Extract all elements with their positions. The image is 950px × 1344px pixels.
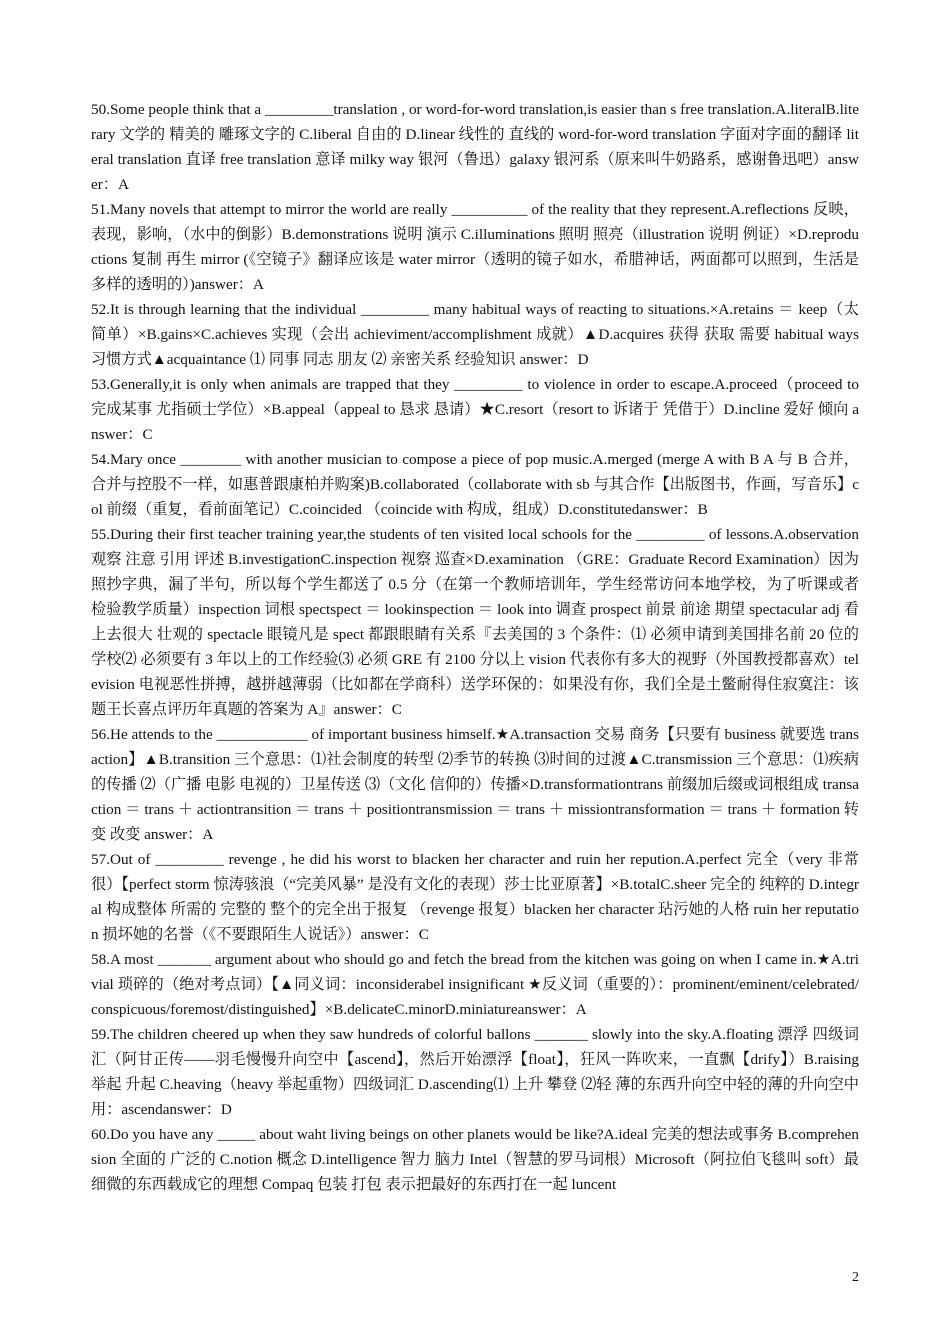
question-55: 55.During their first teacher training year,the students of ten visited local schools for the _________ of lessons.A.observation 观察 注意 引用 评述 B.investigationC.inspection 视察 巡查×D.examination （GRE：Graduate Record Examination）因为照抄字典，漏了半句，所以每个学生都送了 0.5 分（在第一个教师培训年，学生经常访问本地学校，为了听课或者检验教学质量）inspection 词根 spectspect ＝ lookinspection ＝ look into 调查 prospect 前景 前途 期望 spectacular adj 看上去很大 壮观的 spectacle 眼镜凡是 spect 都跟眼睛有关系『去美国的 3 个条件：⑴ 必须申请到美国排名前 20 位的学校⑵ 必须要有 3 年以上的工作经验⑶ 必须 GRE 有 2100 分以上 vision 代表你有多大的视野（外国教授都喜欢）television 电视恶性拼搏，越拼越薄弱（比如都在学商科）送学环保的：如果没有你，我们全是土鳖耐得住寂寞注：该题王长喜点评历年真题的答案为 A』answer：C (91, 526, 859, 718)
question-54: 54.Mary once ________ with another musician to compose a piece of pop music.A.merged (merge A with B A 与 B 合并，合并与控股不一样，如惠普跟康柏并购案)B.collaborated（collaborate with sb 与其合作【出版图书，作画，写音乐】col 前缀（重复，看前面笔记）C.coincided （coincide with 构成，组成）D.constitutedanswer：B (91, 451, 859, 518)
page-number: 2 (852, 1270, 859, 1285)
question-58: 58.A most _______ argument about who should go and fetch the bread from the kitchen was going on when I came in.★A.trivial 琐碎的（绝对考点词）【▲同义词：inconsiderabel insignificant ★反义词（重要的）：prominent/eminent/celebrated/conspicuous/foremost/distinguished】×B.delicateC.minorD.miniatureanswer：A (91, 951, 859, 1018)
question-57: 57.Out of _________ revenge , he did his worst to blacken her character and ruin her repution.A.perfect 完全（very 非常 很）【perfect storm 惊涛骇浪（“完美风暴” 是没有文化的表现）莎士比亚原著】×B.totalC.sheer 完全的 纯粹的 D.integral 构成整体 所需的 完整的 整个的完全出于报复 （revenge 报复）blacken her character 玷污她的人格 ruin her reputation 损坏她的名誉（《不要跟陌生人说话》）answer：C (91, 851, 859, 943)
question-60: 60.Do you have any _____ about waht living beings on other planets would be like?A.ideal 完美的想法或事务 B.comprehension 全面的 广泛的 C.notion 概念 D.intelligence 智力 脑力 Intel（智慧的罗马词根）Microsoft（阿拉伯飞毯叫 soft）最细微的东西载成它的理想 Compaq 包装 打包 表示把最好的东西打在一起 luncent (91, 1126, 859, 1193)
question-51: 51.Many novels that attempt to mirror the world are really __________ of the reality that they represent.A.reflections 反映，表现，影响，（水中的倒影）B.demonstrations 说明 演示 C.illuminations 照明 照亮（illustration 说明 例证）×D.reproductions 复制 再生 mirror (《空镜子》翻译应该是 water mirror（透明的镜子如水，希腊神话，两面都可以照到，生活是多样的透明的）)answer：A (91, 201, 859, 293)
question-53: 53.Generally,it is only when animals are trapped that they _________ to violence in order to escape.A.proceed（proceed to 完成某事 尤指硕士学位）×B.appeal（appeal to 恳求 恳请）★C.resort（resort to 诉诸于 凭借于）D.incline 爱好 倾向 answer：C (91, 376, 859, 443)
document-body (91, 97, 859, 1197)
question-52: 52.It is through learning that the individual _________ many habitual ways of reacting to situations.×A.retains ＝ keep（太简单）×B.gains×C.achieves 实现（会出 achieviment/accomplishment 成就）▲D.acquires 获得 获取 需要 habitual ways 习惯方式▲acquaintance ⑴ 同事 同志 朋友 ⑵ 亲密关系 经验知识 answer：D (91, 301, 859, 368)
question-56: 56.He attends to the ____________ of important business himself.★A.transaction 交易 商务【只要有 business 就要选 transaction】▲B.transition 三个意思：⑴社会制度的转型 ⑵季节的转换 ⑶时间的过渡▲C.transmission 三个意思：⑴疾病的传播 ⑵（广播 电影 电视的）卫星传送 ⑶（文化 信仰的）传播×D.transformationtrans 前缀加后缀或词根组成 transaction ＝ trans ＋ actiontransition ＝ trans ＋ positiontransmission ＝ trans ＋ missiontransformation ＝ trans ＋ formation 转变 改变 answer：A (91, 726, 859, 843)
question-50: 50.Some people think that a _________translation , or word-for-word translation,is easier than s free translation.A.literalB.literary 文学的 精美的 雕琢文字的 C.liberal 自由的 D.linear 线性的 直线的 word-for-word translation 字面对字面的翻译 literal translation 直译 free translation 意译 milky way 银河（鲁迅）galaxy 银河系（原来叫牛奶路系，感谢鲁迅吧）answer：A (91, 101, 859, 193)
question-59: 59.The children cheered up when they saw hundreds of colorful ballons _______ slowly into the sky.A.floating 漂浮 四级词汇（阿甘正传——羽毛慢慢升向空中【ascend】，然后开始漂浮【float】，狂风一阵吹来，一直飘【drify】）B.raising 举起 升起 C.heaving（heavy 举起重物）四级词汇 D.ascending⑴ 上升 攀登 ⑵轻 薄的东西升向空中轻的薄的升向空中用：ascendanswer：D (91, 1026, 859, 1118)
